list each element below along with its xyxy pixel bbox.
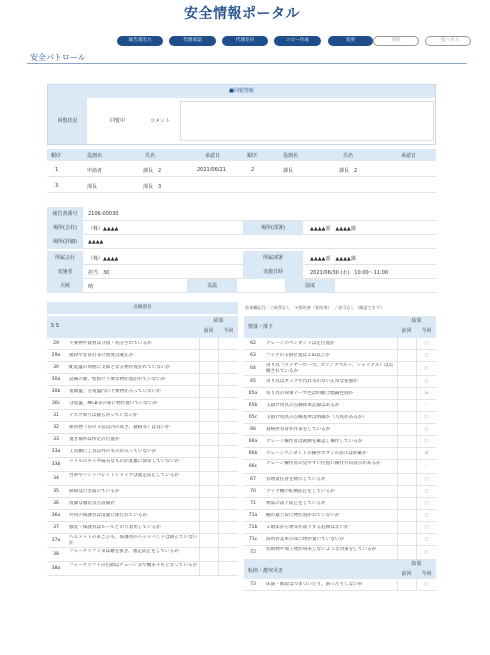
checklist-row xyxy=(244,460,436,474)
item-text: フォークリフトの右側はチェーン等で機来不可となっているか xyxy=(69,563,198,568)
approver-row xyxy=(47,177,436,193)
checklist-row xyxy=(47,522,238,534)
dept-label: 所属部署 xyxy=(243,251,303,265)
item-no: 66b xyxy=(248,451,258,456)
item-no: 66a xyxy=(248,439,258,444)
item-no: 62 xyxy=(250,341,256,346)
prev-cell xyxy=(397,579,416,591)
item-no: 65a xyxy=(248,391,258,396)
place-company-value: （株）▲▲▲▲ xyxy=(88,226,119,232)
check-header xyxy=(47,302,436,314)
item-text: 玉掛け用具の点検結果記録はあるか xyxy=(266,403,340,408)
proxy-reject-button[interactable]: 代理差戻 xyxy=(222,36,268,46)
result-cell[interactable]: ／ xyxy=(416,400,436,412)
checklist-row xyxy=(47,338,238,350)
prev-cell xyxy=(199,434,218,446)
prev-cell xyxy=(199,410,218,422)
prev-cell xyxy=(199,548,218,562)
item-no: 72 xyxy=(250,550,256,555)
prev-cell xyxy=(397,534,416,546)
item-text: ヘルメットのあごひも、保護帯のヘッドバンドは緩んでいないか xyxy=(69,535,198,546)
item-no: 30b xyxy=(51,389,61,394)
report-info xyxy=(47,207,436,294)
checklist-row xyxy=(47,548,238,562)
item-text: 分電盤、MCB等の扉に物が置いていないか xyxy=(69,401,158,406)
item-no: 34 xyxy=(53,476,59,481)
col-date: 承認日 xyxy=(401,153,417,159)
checklist-row xyxy=(47,562,238,576)
item-no: 33a xyxy=(51,449,61,454)
result-cell[interactable] xyxy=(218,498,238,510)
checklist-row xyxy=(47,472,238,486)
item-no: 29 xyxy=(53,341,59,346)
checklist-row xyxy=(47,534,238,548)
item-text: 共用の保護具は清潔に保たれているか xyxy=(69,513,148,518)
result-cell[interactable] xyxy=(218,534,238,548)
prev-cell xyxy=(397,388,416,400)
checklist-right xyxy=(244,316,436,591)
item-no: 32 xyxy=(53,425,59,430)
item-text: 工具棚に工具以外のものが入っていないか xyxy=(69,449,157,454)
place-dept-value: ▲▲▲▲部 ▲▲▲▲課 xyxy=(310,226,356,232)
item-text: クレーンペンダントの操作ボタンの表示は明確か xyxy=(266,451,367,456)
checklist-row xyxy=(47,486,238,498)
checklist-row xyxy=(47,374,238,386)
item-no: 65b xyxy=(248,403,258,408)
place-detail-value: ▲▲▲▲ xyxy=(88,239,104,245)
item-no: 37a xyxy=(51,538,61,543)
checklist-row xyxy=(47,422,238,434)
company-value: （株）▲▲▲▲ xyxy=(88,256,119,262)
item-no: 73 xyxy=(250,582,256,587)
item-no: 30a xyxy=(51,377,61,382)
prev-cell xyxy=(397,474,416,486)
result-cell[interactable]: ○ xyxy=(416,424,436,436)
prev-cell xyxy=(397,510,416,522)
item-text: 吊り具（ワイヤーロープ、スリングベルト、シャックル）は点検されているか xyxy=(266,363,394,374)
item-text: 吊り具の荷重テープ色は明瞭合標識色別か xyxy=(266,391,354,396)
prev-cell xyxy=(397,460,416,474)
person-label: 実施者 xyxy=(47,265,83,279)
item-no: 71b xyxy=(248,525,258,530)
now-label: 今回 xyxy=(223,328,234,334)
result-label: 結果 xyxy=(411,561,422,567)
date-label: 実施日時 xyxy=(243,265,303,279)
group-fall: 墜落・落下 xyxy=(248,324,274,330)
result-cell[interactable] xyxy=(218,398,238,410)
status-value: 回覧中 xyxy=(109,118,125,124)
item-no: 35 xyxy=(53,489,59,494)
date-value: 2021/06/30 (水) 10:00〜11:00 xyxy=(310,270,389,276)
prev-cell xyxy=(199,422,218,434)
check-header-title: 点検項目 xyxy=(47,302,238,314)
item-no: 30 xyxy=(53,365,59,370)
col-role: 役割名 xyxy=(283,153,299,159)
result-cell[interactable] xyxy=(218,410,238,422)
result-cell[interactable] xyxy=(218,472,238,486)
result-cell[interactable]: ○ xyxy=(416,579,436,591)
checklist-row xyxy=(244,338,436,350)
item-text: 不要物や資材は分別・処分されているか xyxy=(69,341,152,346)
item-no: 33 xyxy=(53,437,59,442)
prev-cell xyxy=(397,424,416,436)
prev-cell xyxy=(397,436,416,448)
result-cell[interactable] xyxy=(218,374,238,386)
prev-cell xyxy=(397,400,416,412)
item-text: 配電盤の周囲に支障となる物が置かれていないか xyxy=(69,365,171,370)
approver-date: 2021/06/21 xyxy=(197,167,226,173)
prev-cell xyxy=(397,448,416,460)
item-text: 服装・保護具はルールどおり着用しているか xyxy=(69,525,161,530)
item-no: 71 xyxy=(250,501,256,506)
item-text: 台車やハンドパレットトラックは逸走防止しているか xyxy=(69,473,180,478)
weather-value: 晴 xyxy=(88,284,94,290)
item-no: 65c xyxy=(248,415,258,420)
prev-cell xyxy=(199,486,218,498)
item-text: 管理責任者を標示しているか xyxy=(266,477,326,482)
prev-label: 前回 xyxy=(401,328,412,334)
checklist-row xyxy=(47,350,238,362)
checklist-right-items-2 xyxy=(244,579,436,591)
now-label: 今回 xyxy=(421,328,432,334)
approver-role: 部長 xyxy=(87,184,98,190)
prev-cell xyxy=(397,338,416,350)
result-cell[interactable] xyxy=(218,434,238,446)
comment-label: コメント xyxy=(149,118,170,124)
result-cell[interactable]: ○ xyxy=(416,376,436,388)
result-cell[interactable] xyxy=(218,338,238,350)
result-cell[interactable] xyxy=(218,386,238,398)
item-text: 階段や非常灯等に照度は適正か xyxy=(69,353,134,358)
approval-header: ■回覧情報 xyxy=(48,85,435,98)
prev-cell xyxy=(397,350,416,362)
approver-name: 部長 3 xyxy=(143,184,162,190)
result-cell[interactable] xyxy=(218,486,238,498)
prev-cell xyxy=(199,398,218,410)
result-cell[interactable]: × xyxy=(416,448,436,460)
item-text: 物品の落下防止をしているか xyxy=(266,501,326,506)
item-text: 電源盤、分電盤内に不要物が入っていないか xyxy=(69,389,161,394)
result-cell[interactable] xyxy=(218,562,238,576)
humidity-label: 湿度 xyxy=(285,279,335,293)
item-no: 64 xyxy=(250,366,256,371)
checklist-row xyxy=(244,400,436,412)
prev-label: 前回 xyxy=(401,571,412,577)
item-no: 65 xyxy=(250,379,256,384)
item-text: ドリルのキリや砥石なものが乱雑に保管していないか xyxy=(69,459,180,464)
item-no: 36a xyxy=(51,513,61,518)
item-text: クレーン操作者は両側を確認し操作しているか xyxy=(266,439,363,444)
checklist-row xyxy=(244,448,436,460)
approver-name: 課長 2 xyxy=(339,168,358,174)
prev-cell xyxy=(397,546,416,560)
dept-value: ▲▲▲▲部 ▲▲▲▲課 xyxy=(310,256,356,262)
prev-cell xyxy=(199,510,218,522)
prev-cell xyxy=(199,446,218,458)
checklist-row xyxy=(244,436,436,448)
result-cell[interactable]: ○ xyxy=(416,362,436,376)
approver-order: 3 xyxy=(55,183,59,189)
item-text: 保管物（巾の３倍以内の高さ、通路等）は良いか xyxy=(69,425,170,430)
result-cell[interactable] xyxy=(218,362,238,374)
checklist-left-items xyxy=(47,338,238,576)
item-no: 71a xyxy=(248,513,258,518)
section-divider xyxy=(27,63,467,64)
checklist-row xyxy=(47,362,238,374)
item-text: 床面・階段はつまづいたり、滑ったりしないか xyxy=(266,582,363,587)
result-cell[interactable]: ○ xyxy=(416,338,436,350)
prev-cell xyxy=(397,376,416,388)
item-text: 切削物や加工物が飛来しないような対策をしているか xyxy=(266,547,377,552)
result-cell[interactable]: ○ xyxy=(416,412,436,424)
col-date: 承認日 xyxy=(205,153,221,159)
item-text: 吊り具はネックや汚れ等のない正常な状態か xyxy=(266,379,358,384)
checklist-row xyxy=(47,386,238,398)
item-no: 37 xyxy=(53,525,59,530)
result-label: 結果 xyxy=(213,318,224,324)
approver-role: 課長 xyxy=(283,168,294,174)
item-no: 66 xyxy=(250,427,256,432)
edit-button[interactable]: 変更 xyxy=(328,36,373,46)
result-label: 結果 xyxy=(411,318,422,324)
checklist-row xyxy=(244,534,436,546)
checklist-row xyxy=(47,434,238,446)
weather-label: 天候 xyxy=(47,279,83,293)
result-cell[interactable] xyxy=(218,350,238,362)
item-no: 30c xyxy=(51,401,61,406)
result-cell[interactable]: ○ xyxy=(416,534,436,546)
approver-order: 2 xyxy=(251,167,255,173)
company-label: 所属会社 xyxy=(47,251,83,265)
checklist-row xyxy=(244,362,436,376)
check-legend: 結果欄記号：○異常なし ×要改善（要改善） ／該当なし（確認できず） xyxy=(245,305,385,310)
item-text: 清潔な服装及び設備か xyxy=(69,501,115,506)
checklist-left xyxy=(47,316,238,576)
group-trip: 転倒・激突災害 xyxy=(248,568,284,574)
item-no: 38 xyxy=(53,552,59,557)
result-cell[interactable]: ○ xyxy=(416,546,436,560)
result-cell[interactable] xyxy=(218,510,238,522)
item-no: 67 xyxy=(250,477,256,482)
result-cell[interactable] xyxy=(218,422,238,434)
prev-cell xyxy=(199,472,218,486)
col-order: 順序 xyxy=(247,153,258,159)
approver-table xyxy=(47,149,436,195)
prev-cell xyxy=(397,486,416,498)
prev-cell xyxy=(199,362,218,374)
result-cell[interactable] xyxy=(218,522,238,534)
prev-cell xyxy=(397,498,416,510)
item-text: フォークリフト等は鍵を抜き、逸走防止をしているか xyxy=(69,549,179,554)
section-title: 安全パトロール xyxy=(30,53,86,62)
item-text: ラック棚の転倒防止をしているか xyxy=(266,489,335,494)
report-no-value: 2106-00030 xyxy=(88,211,119,217)
report-no-label: 報告書番号 xyxy=(47,207,83,221)
item-no: 29a xyxy=(51,353,61,358)
item-no: 66c xyxy=(248,464,258,469)
item-text: 資格所有者が作業をしているか xyxy=(266,427,331,432)
item-text: クレーンのペンダントは定位置か xyxy=(266,341,335,346)
status-label: 回覧状況 xyxy=(48,98,87,144)
result-cell[interactable] xyxy=(218,458,238,472)
checklist-row xyxy=(244,510,436,522)
approver-role: 申請者 xyxy=(87,168,103,174)
prev-label: 前回 xyxy=(203,328,214,334)
item-no: 33b xyxy=(51,462,61,467)
prev-cell xyxy=(199,498,218,510)
checklist-row xyxy=(244,486,436,498)
checklist-row xyxy=(244,498,436,510)
result-cell[interactable]: ○ xyxy=(416,522,436,534)
result-cell[interactable] xyxy=(218,446,238,458)
result-cell[interactable]: ○ xyxy=(416,498,436,510)
checklist-row xyxy=(47,458,238,472)
item-text: クレーン操作者の見やすい位置に操作方向表示があるか xyxy=(266,461,381,466)
item-no: 70 xyxy=(250,489,256,494)
approver-name: 課長 2 xyxy=(143,168,162,174)
checklist-right-items xyxy=(244,338,436,560)
place-detail-label: 場所(詳細) xyxy=(47,235,83,249)
prev-cell xyxy=(397,362,416,376)
result-cell[interactable]: ○ xyxy=(416,510,436,522)
now-label: 今回 xyxy=(421,571,432,577)
item-no: 38a xyxy=(51,566,61,571)
checklist-row xyxy=(47,510,238,522)
checklist-row xyxy=(244,412,436,424)
checklist-row xyxy=(244,376,436,388)
checklist-row xyxy=(244,546,436,560)
item-no: 71c xyxy=(248,537,258,542)
prev-cell xyxy=(199,350,218,362)
checklist-row xyxy=(244,579,436,591)
temp-label: 気温 xyxy=(187,279,237,293)
approver-order: 1 xyxy=(55,167,59,173)
export-report-button[interactable]: 報告書出力 xyxy=(117,36,163,46)
checklist-row xyxy=(244,388,436,400)
checklist-row xyxy=(47,446,238,458)
result-cell[interactable]: ／ xyxy=(416,460,436,474)
checklist-row xyxy=(244,424,436,436)
col-name: 氏名 xyxy=(145,153,156,159)
result-cell[interactable]: ○ xyxy=(416,350,436,362)
approval-box xyxy=(47,84,436,145)
checklist-row xyxy=(47,398,238,410)
proxy-approve-button[interactable]: 代理承認 xyxy=(169,36,216,46)
item-text: 高所作業車の床に物が置いていないか xyxy=(266,537,345,542)
group-5s: 5 S xyxy=(51,323,59,329)
person-value: 担当 30 xyxy=(88,270,110,276)
item-text: 玉掛け用具の点検基準は明確か（写真があるか） xyxy=(266,415,368,420)
item-text: 棚の最上段に物が置かれていないか xyxy=(266,513,340,518)
page-title: 安全情報ポータル xyxy=(184,6,300,22)
comment-field[interactable] xyxy=(180,101,434,141)
prev-cell xyxy=(199,522,218,534)
result-cell[interactable]: ○ xyxy=(416,474,436,486)
item-no: 31 xyxy=(53,413,59,418)
prev-cell xyxy=(199,562,218,576)
checklist-row xyxy=(244,474,436,486)
result-cell[interactable]: × xyxy=(416,388,436,400)
place-company-label: 場所(会社) xyxy=(47,221,83,235)
result-cell[interactable] xyxy=(218,548,238,562)
delete-button[interactable]: 削除 xyxy=(373,36,419,46)
result-cell[interactable]: ○ xyxy=(416,436,436,448)
item-text: デスク周りは散らかっていないか xyxy=(69,413,138,418)
prev-cell xyxy=(199,458,218,472)
prev-cell xyxy=(199,534,218,548)
item-text: ２階床から物等が落下する危険はないか xyxy=(266,525,349,530)
place-dept-label: 場所(部署) xyxy=(243,221,303,235)
approver-row xyxy=(47,161,436,177)
prev-cell xyxy=(199,386,218,398)
col-name: 氏名 xyxy=(343,153,354,159)
result-cell[interactable]: ○ xyxy=(416,486,436,498)
col-order: 順序 xyxy=(51,153,62,159)
item-text: 設備の裏、壁際に不要な物が置かれていないか xyxy=(69,377,166,382)
checklist-row xyxy=(47,498,238,510)
prev-cell xyxy=(397,412,416,424)
item-text: 置き場所は所定の位置か xyxy=(69,437,120,442)
prev-cell xyxy=(397,522,416,534)
item-text: 掃除は行き届いているか xyxy=(69,489,120,494)
col-role: 役割名 xyxy=(87,153,103,159)
create-copy-button[interactable]: コピー作成 xyxy=(274,36,321,46)
item-no: 63 xyxy=(250,353,256,358)
prev-cell xyxy=(199,338,218,350)
back-to-list-button[interactable]: 一覧へ戻る xyxy=(425,36,471,46)
item-no: 36 xyxy=(53,501,59,506)
checklist-row xyxy=(244,350,436,362)
checklist-row xyxy=(47,410,238,422)
checklist-row xyxy=(244,522,436,534)
prev-cell xyxy=(199,374,218,386)
item-text: フックの玉掛位置は２ｍ以上か xyxy=(266,353,330,358)
